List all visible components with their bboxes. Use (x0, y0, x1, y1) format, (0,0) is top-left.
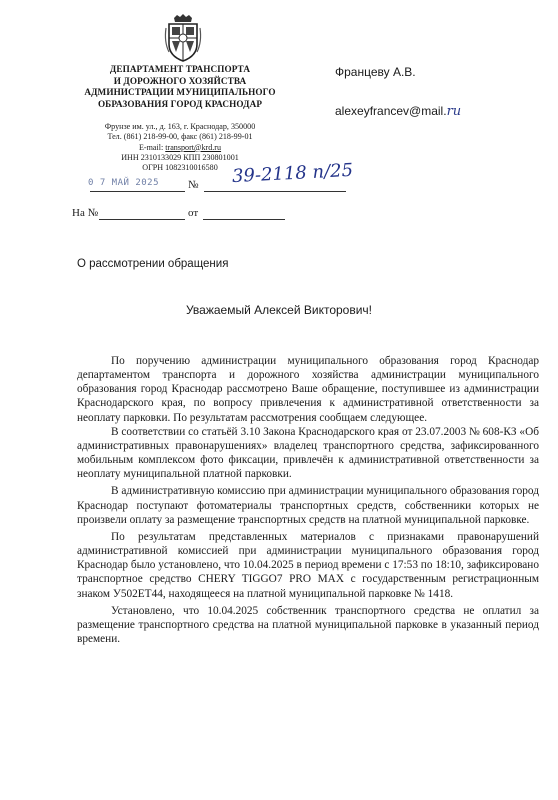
body-paragraph: В соответствии со статьёй 3.10 Закона Краснодарского края от 23.07.2003 № 608-КЗ «Об административных правонарушениях» владелец транспортного средства, зафиксированного мобильным комплексом фото фиксации, привлечён к административной ответственности за неоплату муниципальной платной парковки. (77, 425, 539, 481)
coat-of-arms-icon (163, 14, 203, 62)
body-paragraph: По результатам представленных материалов с признаками правонарушений административной комиссией при администрации муниципального образования город Краснодар было установлено, что 10.04.2025 в период времени с 17:53 по 18:10, зафиксировано транспортное средство CHERY TIGGO7 PRO MAX с государственным регистрационным знаком У502ЕТ44, находящееся на платной муниципальной парковке № 1418. (77, 530, 539, 600)
org-ogrn: ОГРН 1082310016580 (142, 163, 218, 173)
from-underline (203, 219, 285, 220)
recipient-email (335, 104, 461, 119)
org-phone: Тел. (861) 218-99-00, факс (861) 218-99-01 (107, 132, 253, 142)
body-paragraph: Установлено, что 10.04.2025 собственник транспортного средства не оплатил за размещение транспортного средства на платной муниципальной парковке в указанный период времени. (77, 604, 539, 645)
recipient-email-handwritten: ru (446, 104, 462, 119)
recipient-name: Францеву А.В. (335, 65, 416, 79)
org-email-line (70, 143, 290, 153)
recipient-email-typed: alexeyfrancev@mail. (335, 104, 447, 118)
org-email-label: E-mail: (138, 142, 164, 152)
org-line-4: ОБРАЗОВАНИЯ ГОРОД КРАСНОДАР (97, 98, 263, 109)
reference-label: На № (72, 207, 99, 219)
number-underline (204, 191, 346, 192)
greeting: Уважаемый Алексей Викторович! (185, 303, 373, 317)
date-underline (90, 191, 185, 192)
number-label: № (188, 179, 199, 191)
reference-underline (99, 219, 185, 220)
body-paragraph: По поручению администрации муниципального образования город Краснодар департаментом транспорта и дорожного хозяйства администрации муниципального образования город Краснодар рассмотрено Ваше обращение, поступившее из администрации Краснодарского края, по вопросу привлечения к административной ответственности за неоплату парковки. По результатам рассмотрения сообщаем следующее. (77, 355, 539, 424)
org-line-2: И ДОРОЖНОГО ХОЗЯЙСТВА (113, 75, 247, 86)
registration-number-handwritten: 39-2118 п/25 (231, 159, 354, 188)
date-stamp: 0 7 МАЙ 2025 (88, 178, 160, 188)
org-inn: ИНН 2310133029 КПП 230801001 (121, 152, 239, 162)
body-paragraph: В административную комиссию при администрации муниципального образования город Краснодар поступают фотоматериалы транспортных средств, собственники которых не произвели оплату за размещение транспортных средств на платной муниципальной парковке. (77, 485, 539, 526)
organization-name (70, 64, 290, 110)
org-email-link[interactable]: transport@krd.ru (165, 142, 222, 152)
org-line-1: ДЕПАРТАМЕНТ ТРАНСПОРТА (109, 64, 251, 74)
letter-body (77, 354, 539, 646)
org-line-3: АДМИНИСТРАЦИИ МУНИЦИПАЛЬНОГО (84, 87, 276, 97)
from-label: от (188, 207, 199, 219)
subject-line: О рассмотрении обращения (77, 258, 229, 270)
org-address: Фрунзе им. ул., д. 163, г. Краснодар, 350000 (104, 122, 256, 131)
